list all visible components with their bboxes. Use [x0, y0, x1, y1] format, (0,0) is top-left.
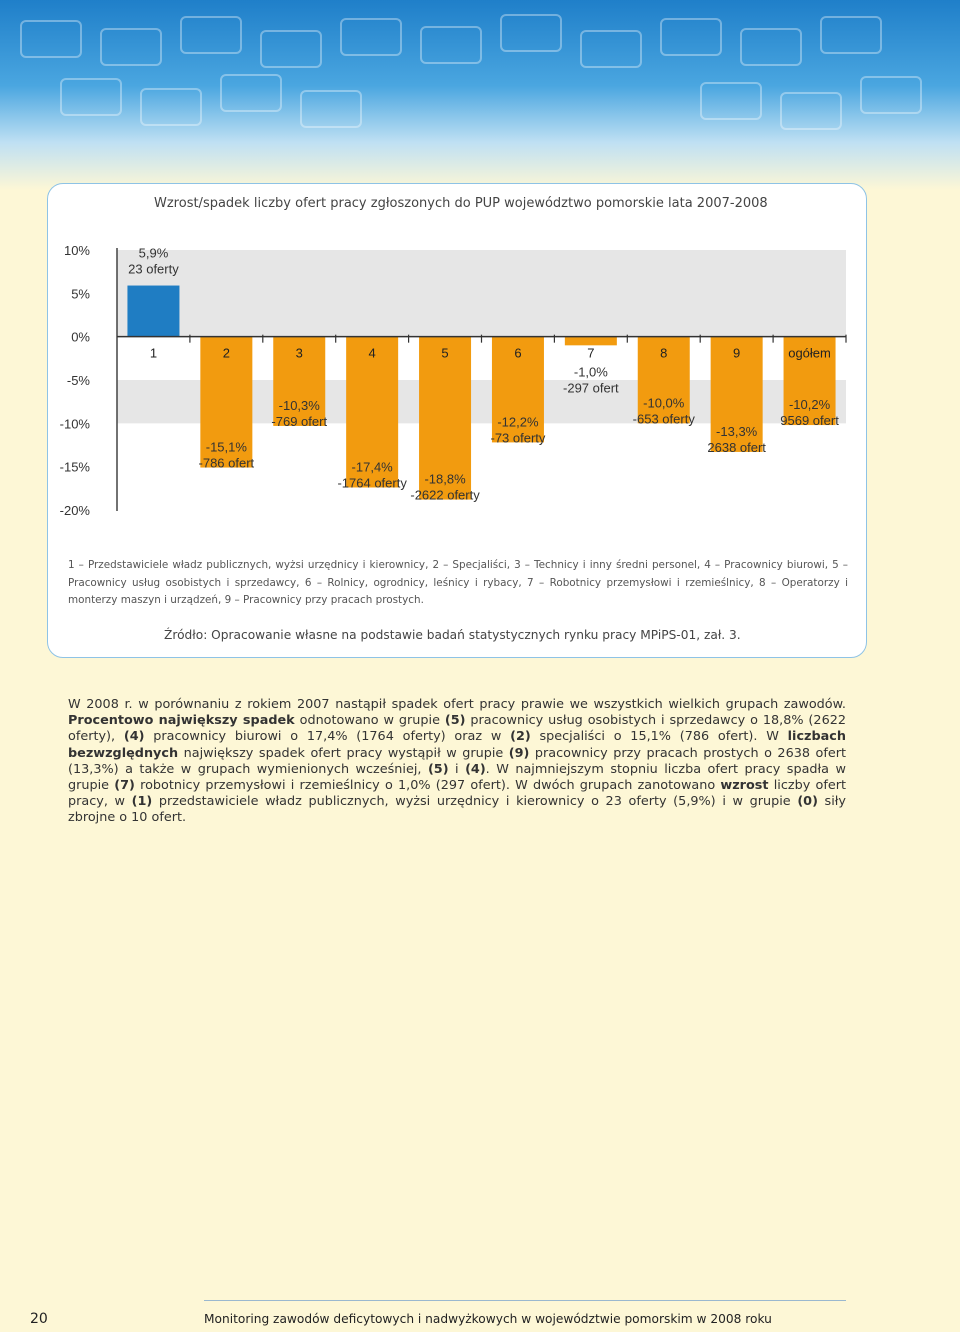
- page-number: 20: [30, 1311, 48, 1327]
- x-tick-label: 9: [733, 345, 741, 361]
- data-label: -653 oferty: [632, 411, 695, 427]
- y-tick-label: 5%: [71, 286, 90, 302]
- bar: [127, 286, 179, 337]
- y-axis-ticks: [60, 243, 91, 518]
- y-tick-label: -5%: [66, 373, 90, 388]
- body-paragraph: W 2008 r. w porównaniu z rokiem 2007 nastąpił spadek ofert pracy prawie we wszystkich wielkich grupach zawodów. Procentowo największy spadek odnotowano w grupie (5) pracownicy usług osobistych i sprzedawcy o 18,8% (2622 oferty), (4) pracownicy biurowi o 17,4% (1764 oferty) oraz w (2) specjaliści o 15,1% (786 ofert). W liczbach bezwzględnych największy spadek ofert pracy wystąpił w grupie (9) pracownicy przy pracach prostych o 2638 ofert (13,3%) a także w grupach wymienionych wcześniej, (5) i (4). W najmniejszym stopniu liczba ofert pracy spadła w grupie (7) robotnicy przemysłowi i rzemieślnicy o 1,0% (297 ofert). W dwóch grupach zanotowano wzrost liczby ofert pracy, w (1) przedstawiciele władz publicznych, wyżsi urzędnicy i kierownicy o 23 oferty (5,9%) i w grupie (0) siły zbrojne o 10 ofert.: [68, 697, 846, 826]
- data-label: -13,3%: [716, 423, 758, 439]
- data-label: 2638 ofert: [707, 439, 766, 455]
- data-label: -10,2%: [788, 397, 831, 413]
- y-tick-label: 0%: [71, 329, 90, 345]
- data-label: -17,4%: [351, 459, 393, 475]
- category-legend: 1 – Przedstawiciele władz publicznych, wyżsi urzędnicy i kierownicy, 2 – Specjaliści, 3 – Technicy i inny średni personel, 4 – Pracownicy biurowi, 5 – Pracownicy usług osobistych i sprzedawcy, 6 – Rolnicy, ogrodnicy, leśnicy i rybacy, 7 – Robotnicy przemysłowi i rzemieślnicy, 8 – Operatorzy i monterzy maszyn i urządzeń, 9 – Pracownicy przy pracach prostych.: [68, 559, 848, 606]
- y-tick-label: -20%: [59, 503, 90, 518]
- x-tick-label: 4: [368, 345, 376, 361]
- x-tick-label: 6: [514, 345, 522, 361]
- data-label: -786 ofert: [198, 455, 255, 471]
- footer-rule: [204, 1300, 846, 1301]
- y-tick-label: -10%: [59, 416, 90, 432]
- x-tick-label: 3: [295, 345, 303, 361]
- data-label: 9569 ofert: [780, 413, 839, 429]
- bar: [565, 337, 617, 346]
- data-label: -297 ofert: [563, 380, 619, 396]
- data-label: -1,0%: [573, 364, 608, 380]
- x-tick-label: ogółem: [788, 345, 831, 361]
- data-label: -18,8%: [424, 471, 466, 487]
- data-label: -12,2%: [497, 414, 539, 430]
- grid-band: [117, 250, 846, 337]
- y-tick-label: -15%: [59, 459, 90, 475]
- x-tick-label: 8: [660, 345, 668, 361]
- x-tick-label: 5: [441, 345, 449, 361]
- source-note: Źródło: Opracowanie własne na podstawie badań statystycznych rynku pracy MPiPS-01, zał. 3.: [164, 628, 741, 642]
- data-label: 5,9%: [138, 245, 169, 261]
- data-label: -10,0%: [643, 395, 685, 411]
- y-tick-label: 10%: [63, 243, 90, 258]
- data-label: -1764 oferty: [337, 475, 407, 491]
- x-tick-label: 1: [149, 345, 158, 361]
- footer-title: Monitoring zawodów deficytowych i nadwyżkowych w województwie pomorskim w 2008 roku: [204, 1312, 772, 1326]
- x-tick-label: 7: [587, 345, 595, 361]
- data-label: -769 ofert: [271, 413, 328, 429]
- data-label: -2622 oferty: [410, 487, 480, 503]
- data-label: -10,3%: [278, 397, 320, 413]
- x-tick-label: 2: [222, 345, 230, 361]
- chart-title: Wzrost/spadek liczby ofert pracy zgłoszonych do PUP województwo pomorskie lata 2007-2008: [154, 196, 768, 211]
- data-label: 23 oferty: [128, 261, 179, 277]
- data-label: -73 oferty: [490, 430, 546, 446]
- data-label: -15,1%: [205, 439, 247, 455]
